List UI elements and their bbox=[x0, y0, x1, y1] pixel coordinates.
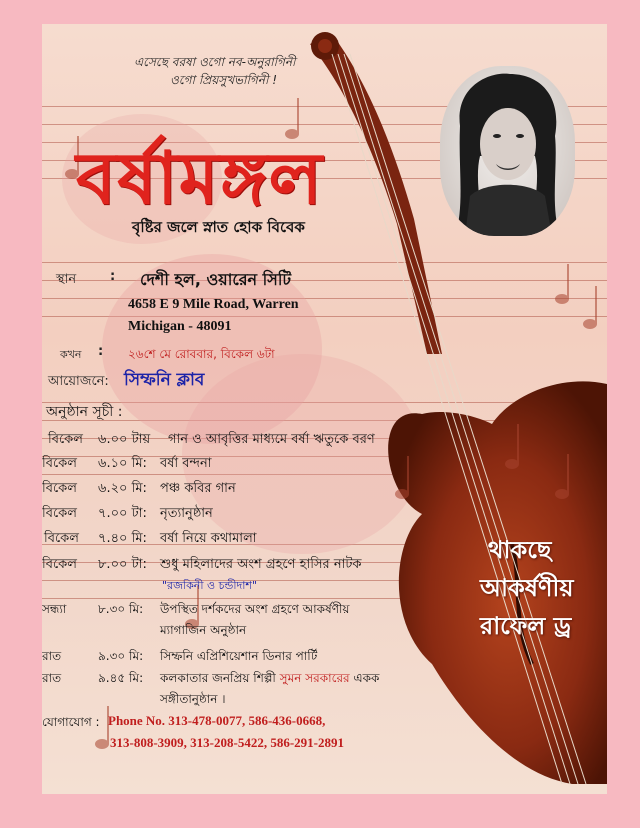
program-slot: রাত bbox=[42, 649, 62, 663]
quote-line-1: এসেছে বরষা ওগো নব-অনুরাগিনী bbox=[134, 55, 296, 69]
program-time: ৯.৪৫ মি: bbox=[98, 671, 144, 685]
singer-after: একক bbox=[353, 671, 380, 685]
venue-label: স্থান bbox=[56, 272, 77, 287]
quote-line-2: ওগো প্রিয়সুখভাগিনী ! bbox=[170, 73, 278, 87]
program-slot: বিকেল bbox=[42, 506, 77, 521]
music-line: সঙ্গীতানুষ্ঠান । bbox=[160, 692, 226, 706]
program-slot: সন্ধ্যা bbox=[42, 602, 67, 616]
portrait-eye bbox=[516, 134, 524, 138]
subtitle: বৃষ্টির জলে স্নাত হোক বিবেক bbox=[132, 218, 305, 236]
raffle-line-1: থাকছে bbox=[488, 536, 552, 564]
program-desc: সিম্ফনি এপ্রিশিয়েশান ডিনার পার্টি bbox=[160, 649, 318, 663]
program-desc: কলকাতার জনপ্রিয় শিল্পী bbox=[160, 671, 276, 685]
program-time: ৬.২০ মি: bbox=[98, 481, 147, 496]
program-slot: বিকেল bbox=[42, 481, 77, 496]
program-desc: গান ও আবৃত্তির মাধ্যমে বর্ষা ঋতুকে বরণ bbox=[168, 432, 375, 447]
program-slot: বিকেল bbox=[44, 531, 79, 546]
when-label: কখন bbox=[60, 348, 82, 361]
program-time: ৮.৩০ মি: bbox=[98, 602, 144, 616]
program-time: ৬.১০ মি: bbox=[98, 456, 147, 471]
portrait-illustration bbox=[440, 66, 575, 236]
portrait-coat bbox=[465, 185, 552, 236]
contact-label: যোগাযোগ : bbox=[42, 715, 100, 729]
raffle-line-2: আকর্ষণীয় bbox=[480, 574, 574, 602]
raffle-line-3: রাফেল ড্র bbox=[480, 612, 572, 640]
poster bbox=[42, 24, 607, 794]
program-desc: উপস্থিত দর্শকদের অংশ গ্রহণে আকর্ষণীয় bbox=[160, 602, 350, 616]
venue-address-1: 4658 E 9 Mile Road, Warren bbox=[128, 297, 299, 312]
violin-scroll-inner bbox=[318, 39, 332, 53]
program-time: ৮.০০ টা: bbox=[98, 557, 147, 572]
drama-title: "রজকিনী ও চন্ডীদাশ" bbox=[162, 579, 257, 592]
program-time: ৬.০০ টায় bbox=[98, 432, 151, 447]
program-slot: বিকেল bbox=[48, 432, 83, 447]
singer-name: সুমন সরকারের bbox=[279, 671, 350, 685]
program-time: ৭.৪০ মি: bbox=[98, 531, 147, 546]
program-time: ৭.০০ টা: bbox=[98, 506, 147, 521]
venue-colon: : bbox=[110, 269, 116, 284]
program-desc: বর্ষা নিয়ে কথামালা bbox=[160, 531, 257, 546]
program-slot: বিকেল bbox=[42, 456, 77, 471]
program-slot: রাত bbox=[42, 671, 62, 685]
portrait-photo bbox=[440, 66, 575, 236]
program-time: ৯.৩০ মি: bbox=[98, 649, 144, 663]
venue-address-2: Michigan - 48091 bbox=[128, 319, 232, 334]
contact-phone-2: 313-808-3909, 313-208-5422, 586-291-2891 bbox=[110, 735, 344, 750]
event-date: ২৬শে মে রোববার, বিকেল ৬টা bbox=[128, 347, 275, 361]
magazine-line: ম্যাগাজিন অনুষ্ঠান bbox=[160, 623, 247, 637]
program-desc: পঞ্চ কবির গান bbox=[160, 481, 236, 496]
program-heading: অনুষ্ঠান সূচী : bbox=[46, 404, 123, 420]
organizer-name: সিম্ফনি ক্লাব bbox=[124, 370, 205, 390]
page-title: বর্ষামঙ্গল bbox=[76, 136, 324, 220]
portrait-eye bbox=[493, 134, 501, 138]
singer-line bbox=[160, 670, 379, 690]
program-desc: শুধু মহিলাদের অংশ গ্রহণে হাসির নাটক bbox=[160, 557, 362, 572]
when-colon: : bbox=[98, 344, 104, 359]
program-desc: বর্ষা বন্দনা bbox=[160, 456, 212, 471]
organizer-label: আয়োজনে: bbox=[48, 374, 109, 389]
venue-name: দেশী হল, ওয়ারেন সিটি bbox=[140, 270, 292, 289]
contact-phone-1: Phone No. 313-478-0077, 586-436-0668, bbox=[108, 713, 326, 728]
program-slot: বিকেল bbox=[42, 557, 77, 572]
program-desc: নৃত্যানুষ্ঠান bbox=[160, 506, 213, 521]
